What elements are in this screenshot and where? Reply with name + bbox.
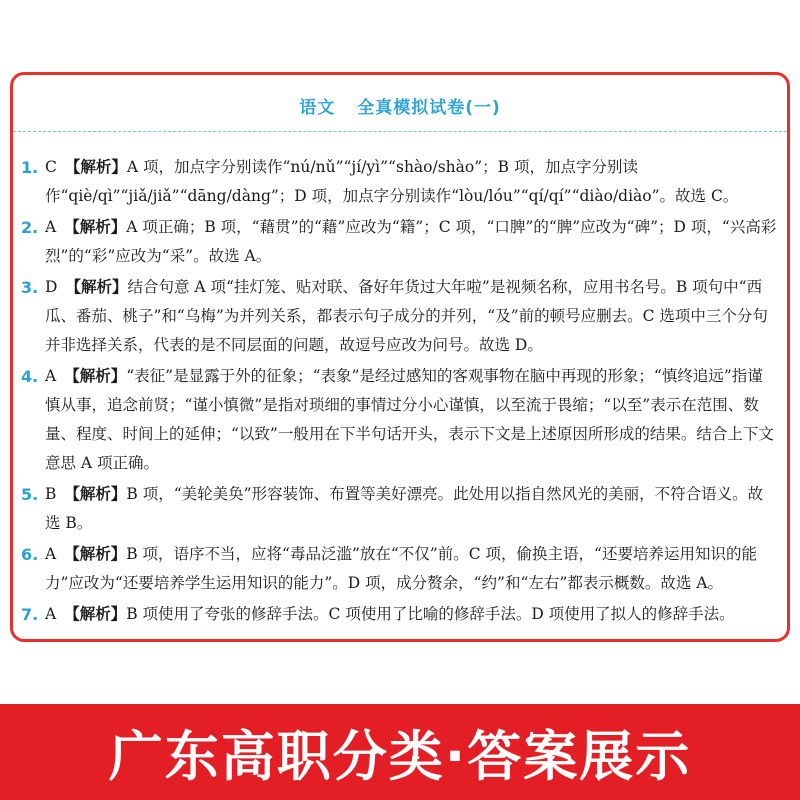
answer-item <box>21 213 777 271</box>
card-title-subject: 语文 <box>299 98 336 118</box>
answer-choice: A <box>45 545 57 563</box>
answer-number: 6. <box>21 545 39 564</box>
answer-text: B 项，语序不当，应将“毒品泛滥”放在“不仅”前。C 项，偷换主语，“还要培养运用知识的能力”应改为“还要培养学生运用知识的能力”。D 项，成分赘余，“约”和“左右”都表示概数。故选 A。 <box>45 545 757 592</box>
answer-text: B 项使用了夸张的修辞手法。C 项使用了比喻的修辞手法。D 项使用了拟人的修辞手法。 <box>126 605 735 623</box>
card-title-exam: 全真模拟试卷(一) <box>357 98 501 118</box>
answer-text: 结合句意 A 项“挂灯笼、贴对联、备好年货过大年啦”是视频名称，应用书名号。B 项句中“西瓜、番茄、桃子”和“乌梅”为并列关系，都表示句子成分的并列，“及”前的顿号应删去。C 选项中三个分句并非选择关系，代表的是不同层面的问题，故逗号应改为问号。故选 D。 <box>45 278 768 354</box>
analysis-tag: 【解析】 <box>64 545 127 563</box>
answer-number: 3. <box>21 278 39 297</box>
answer-text: A 项正确；B 项，“藉贯”的“藉”应改为“籍”；C 项，“口脾”的“脾”应改为“碑”；D 项，“兴高彩烈”的“彩”应改为“采”。故选 A。 <box>45 218 777 265</box>
analysis-tag: 【解析】 <box>64 218 127 236</box>
title-divider <box>13 131 787 132</box>
analysis-tag: 【解析】 <box>64 367 127 385</box>
answer-card <box>10 72 790 642</box>
answer-item <box>21 600 777 629</box>
analysis-tag: 【解析】 <box>64 158 127 176</box>
answer-choice: A <box>45 218 57 236</box>
answer-choice: C <box>45 158 57 176</box>
answer-choice: A <box>45 605 57 623</box>
answer-choice: B <box>45 485 57 503</box>
promo-banner <box>0 704 800 800</box>
answer-text: A 项，加点字分别读作“nú/nǔ”“jí/yì”“shào/shào”；B 项，加点字分别读作“qiè/qì”“jiǎ/jiǎ”“dāng/dàng”；D 项，加点字分别读作“lòu/lóu”“qí/qí”“diào/diào”。故选 C。 <box>45 158 739 205</box>
answer-text: “表征”是显露于外的征象；“表象”是经过感知的客观事物在脑中再现的形象；“慎终追远”指谨慎从事，追念前贤；“谨小慎微”是指对琐细的事情过分小心谨慎，以至流于畏缩；“以至”表示在范围、数量、程度、时间上的延伸；“以致”一般用在下半句话开头，表示下文是上述原因所形成的结果。结合上下文意思 A 项正确。 <box>45 367 774 472</box>
banner-text: 广东高职分类·答案展示 <box>108 724 692 788</box>
analysis-tag: 【解析】 <box>64 605 127 623</box>
answer-choice: A <box>45 367 57 385</box>
analysis-tag: 【解析】 <box>64 485 127 503</box>
answer-item <box>21 153 777 211</box>
answer-number: 5. <box>21 485 39 504</box>
answer-list <box>21 153 777 631</box>
answer-item <box>21 480 777 538</box>
answer-item <box>21 362 777 478</box>
answer-number: 2. <box>21 218 39 237</box>
analysis-tag: 【解析】 <box>65 278 128 296</box>
answer-item <box>21 273 777 360</box>
answer-number: 4. <box>21 367 39 386</box>
answer-text: B 项，“美轮美奂”形容装饰、布置等美好漂亮。此处用以指自然风光的美丽，不符合语义。故选 B。 <box>45 485 764 532</box>
card-title <box>13 93 787 118</box>
answer-number: 7. <box>21 605 39 624</box>
answer-item <box>21 540 777 598</box>
answer-choice: D <box>45 278 58 296</box>
answer-number: 1. <box>21 158 39 177</box>
